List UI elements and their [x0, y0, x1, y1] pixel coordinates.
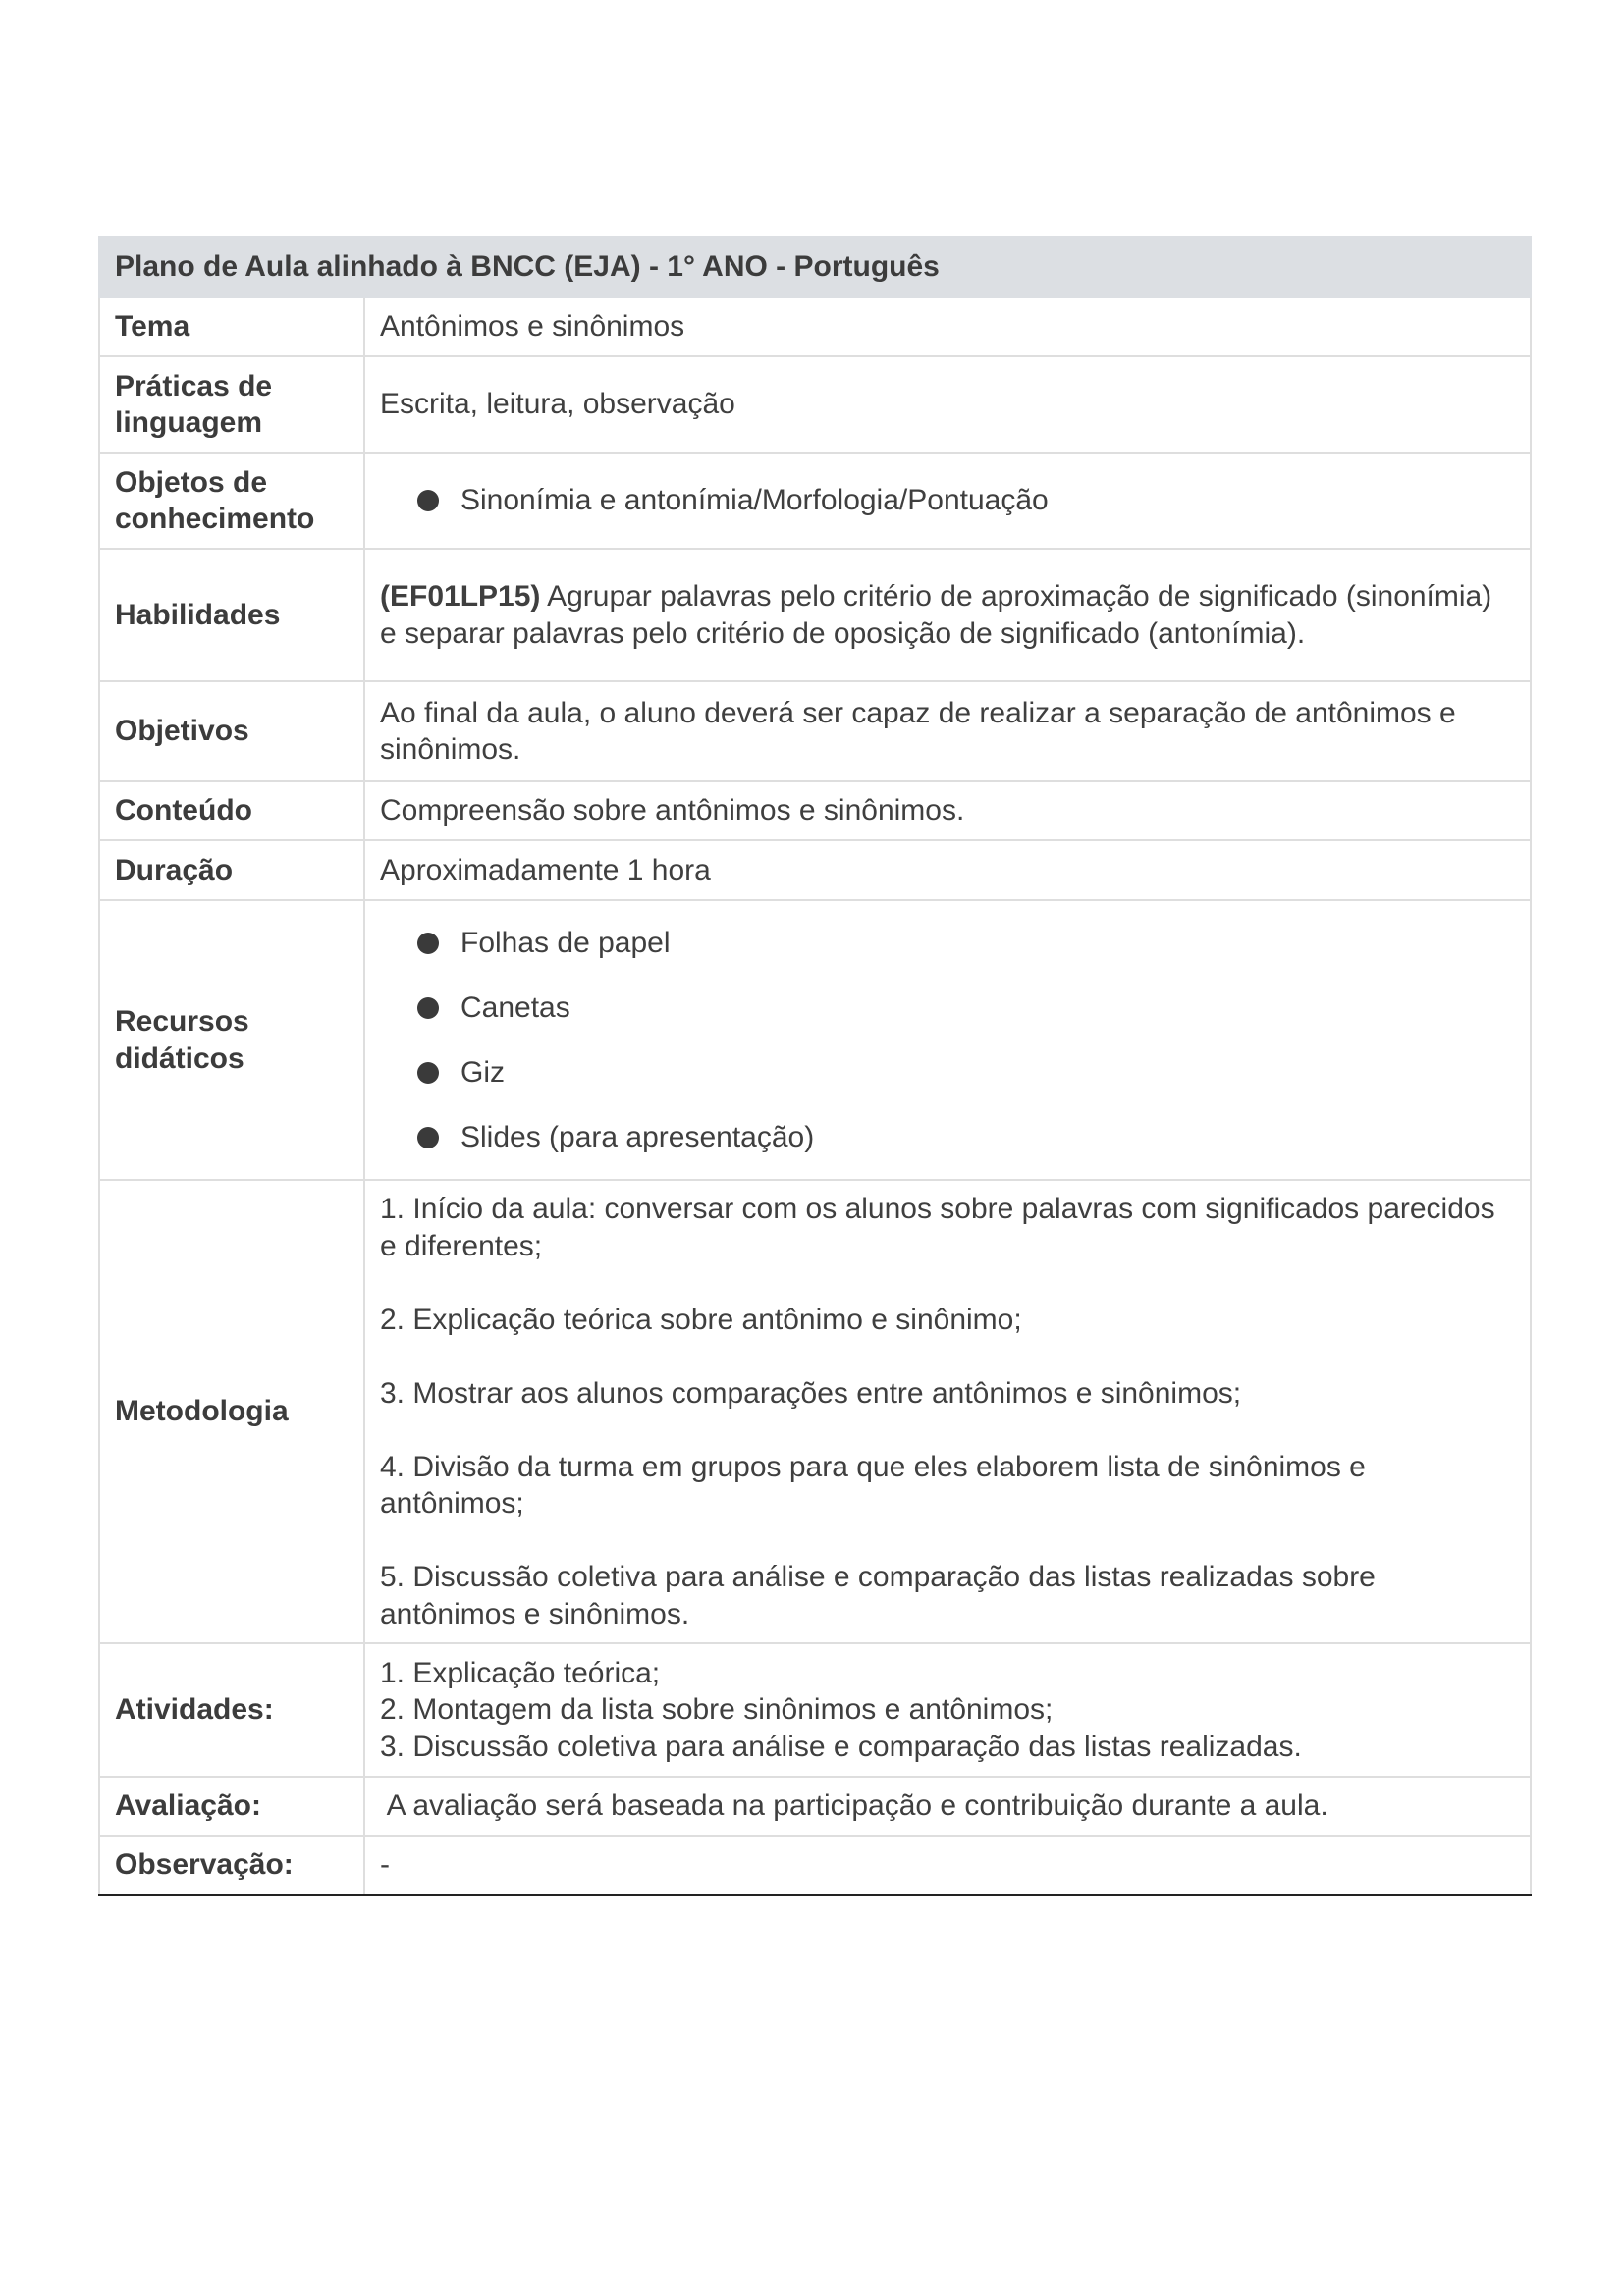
activity-item: 1. Explicação teórica;: [380, 1656, 661, 1689]
list-item: [417, 482, 1515, 519]
row-label: Conteúdo: [99, 781, 364, 840]
row-label: Avaliação:: [99, 1777, 364, 1836]
row-label: Observação:: [99, 1836, 364, 1895]
row-label: Objetos de conhecimento: [99, 453, 364, 549]
skill-description: Agrupar palavras pelo critério de aproximação de significado (sinonímia) e separar palavras pelo critério de oposição de significado (antonímia).: [380, 580, 1492, 650]
row-label: Habilidades: [99, 549, 364, 681]
plan-title: Plano de Aula alinhado à BNCC (EJA) - 1° ANO - Português: [99, 237, 1531, 297]
row-value: [364, 549, 1531, 681]
row-label: Tema: [99, 297, 364, 356]
row-label: Atividades:: [99, 1643, 364, 1777]
bullet-list: [380, 482, 1515, 519]
row-label: Metodologia: [99, 1180, 364, 1643]
row-value: [364, 900, 1531, 1180]
list-item: [417, 976, 1515, 1041]
row-label: Recursos didáticos: [99, 900, 364, 1180]
row-recursos: [99, 900, 1531, 1180]
row-value: -: [364, 1836, 1531, 1895]
list-item-text: Slides (para apresentação): [460, 1120, 815, 1153]
row-conteudo: [99, 781, 1531, 840]
activity-item: 2. Montagem da lista sobre sinônimos e antônimos;: [380, 1693, 1054, 1727]
row-label: Práticas de linguagem: [99, 356, 364, 453]
row-value: Aproximadamente 1 hora: [364, 840, 1531, 900]
bullet-icon: [417, 1127, 439, 1148]
row-duracao: [99, 840, 1531, 900]
method-step: 5. Discussão coletiva para análise e comparação das listas realizadas sobre antônimos e sinônimos.: [380, 1561, 1376, 1630]
method-step: 2. Explicação teórica sobre antônimo e sinônimo;: [380, 1303, 1022, 1336]
bullet-icon: [417, 933, 439, 954]
bullet-icon: [417, 1062, 439, 1084]
row-habilidades: [99, 549, 1531, 681]
bullet-icon: [417, 490, 439, 511]
row-value: Compreensão sobre antônimos e sinônimos.: [364, 781, 1531, 840]
row-metodologia: [99, 1180, 1531, 1643]
list-item: [417, 911, 1515, 976]
method-step: 3. Mostrar aos alunos comparações entre antônimos e sinônimos;: [380, 1376, 1242, 1410]
row-value: Antônimos e sinônimos: [364, 297, 1531, 356]
list-item: [417, 1041, 1515, 1105]
row-value: A avaliação será baseada na participação e contribuição durante a aula.: [364, 1777, 1531, 1836]
bullet-icon: [417, 997, 439, 1019]
row-value: Ao final da aula, o aluno deverá ser capaz de realizar a separação de antônimos e sinônimos.: [364, 681, 1531, 781]
list-item-text: Canetas: [460, 990, 570, 1024]
row-value: [364, 1180, 1531, 1643]
table-header-row: [99, 237, 1531, 297]
row-atividades: [99, 1643, 1531, 1777]
row-avaliacao: [99, 1777, 1531, 1836]
activity-item: 3. Discussão coletiva para análise e comparação das listas realizadas.: [380, 1730, 1302, 1763]
list-item-text: Folhas de papel: [460, 926, 671, 959]
list-item-text: Giz: [460, 1055, 505, 1089]
row-value: Escrita, leitura, observação: [364, 356, 1531, 453]
skill-code: (EF01LP15): [380, 580, 541, 613]
row-value: [364, 1643, 1531, 1777]
method-step: 4. Divisão da turma em grupos para que eles elaborem lista de sinônimos e antônimos;: [380, 1450, 1366, 1520]
row-praticas: [99, 356, 1531, 453]
row-value: [364, 453, 1531, 549]
row-objetivos: [99, 681, 1531, 781]
lesson-plan-table: [98, 236, 1532, 1896]
method-step: 1. Início da aula: conversar com os alunos sobre palavras com significados parecidos e diferentes;: [380, 1193, 1495, 1262]
bullet-list: [380, 911, 1515, 1170]
row-label: Duração: [99, 840, 364, 900]
row-objetos: [99, 453, 1531, 549]
row-tema: [99, 297, 1531, 356]
list-item-text: Sinonímia e antonímia/Morfologia/Pontuação: [460, 484, 1049, 517]
row-label: Objetivos: [99, 681, 364, 781]
list-item: [417, 1105, 1515, 1170]
row-observacao: [99, 1836, 1531, 1895]
